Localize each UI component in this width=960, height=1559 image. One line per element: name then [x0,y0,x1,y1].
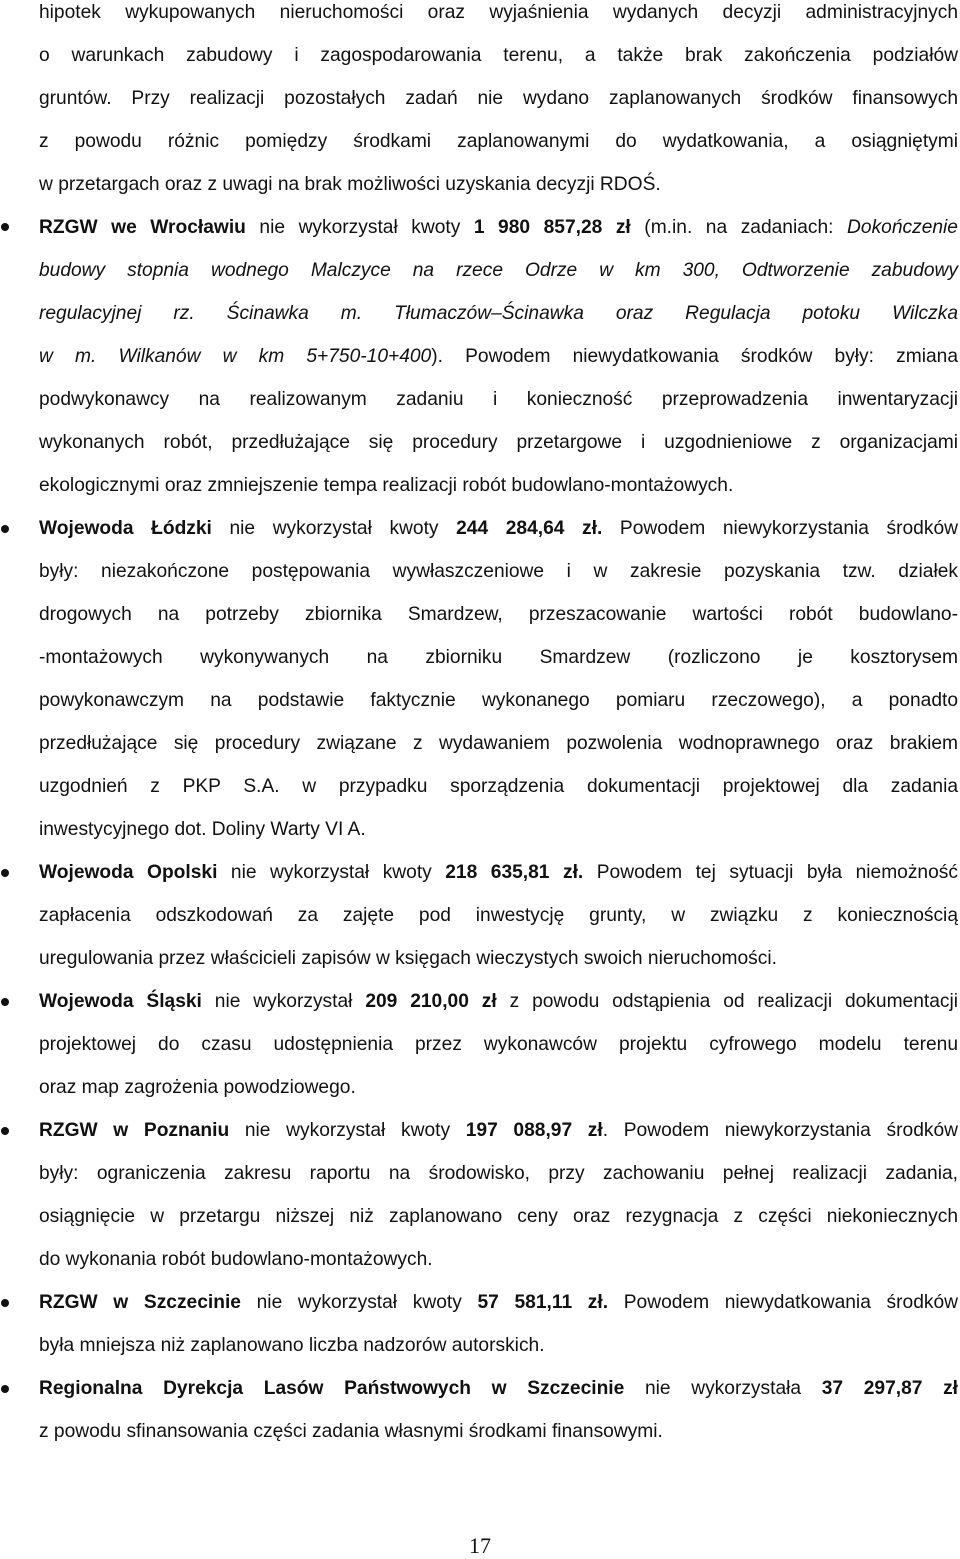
text-line: powykonawczym na podstawie faktycznie wykonanego pomiaru rzeczowego), a ponadto [39,690,958,711]
text-line: hipotek wykupowanych nieruchomości oraz wyjaśnienia wydanych decyzji administracyjnych [39,2,958,23]
text-line: wykonanych robót, przedłużające się procedury przetargowe i uzgodnieniowe z organizacjami [39,432,958,453]
text-line: drogowych na potrzeby zbiornika Smardzew, przeszacowanie wartości robót budowlano- [39,604,958,625]
text-line: inwestycyjnego dot. Doliny Warty VI A. [39,819,366,840]
text: z powodu odstąpienia od realizacji dokumentacji [496,991,959,1012]
text-line [39,301,958,327]
text-line: uregulowania przez właścicieli zapisów w księgach wieczystych swoich nieruchomości. [39,948,777,969]
text-line [39,258,958,284]
text: nie wykorzystała [624,1378,822,1399]
entity-name: RZGW w Poznaniu [39,1120,230,1141]
entity-name: Wojewoda Opolski [39,862,218,883]
text: Powodem tej sytuacji była niemożność [583,862,958,883]
bullet-icon [1,1385,9,1393]
bullet-icon [1,998,9,1006]
text-line: -montażowych wykonywanych na zbiorniku Smardzew (rozliczono je kosztorysem [39,647,958,668]
text: . Powodem niewykorzystania środków [602,1120,958,1141]
text: w m. Wilkanów w km 5+750-10+400 [39,346,432,367]
entity-name: Wojewoda Łódzki [39,518,212,539]
text-line [39,344,958,370]
text-line: uzgodnień z PKP S.A. w przypadku sporządzenia dokumentacji projektowej dla zadania [39,776,958,797]
text-line: o warunkach zabudowy i zagospodarowania terenu, a także brak zakończenia podziałów [39,45,958,66]
text: nie wykorzystał kwoty [217,862,446,883]
text-line: były: niezakończone postępowania wywłaszczeniowe i w zakresie pozyskania tzw. działek [39,561,958,582]
text: regulacyjnej rz. Ścinawka m. Tłumaczów–Ścinawka oraz Regulacja potoku Wilczka [39,303,958,324]
text-line: były: ograniczenia zakresu raportu na środowisko, przy zachowaniu pełnej realizacji zadania, [39,1163,958,1184]
amount: 218 635,81 zł. [445,862,584,883]
bullet-icon [1,869,9,877]
page-number: 17 [469,1533,491,1558]
text: nie wykorzystał [201,991,366,1012]
bullet-icon [1,223,9,231]
bullet-icon [1,1127,9,1135]
text: nie wykorzystał kwoty [229,1120,466,1141]
amount: 244 284,64 zł. [456,518,603,539]
text-line: do wykonania robót budowlano-montażowych. [39,1249,433,1270]
text: nie wykorzystał kwoty [245,217,474,238]
bullet-icon [1,1299,9,1307]
entity-name: RZGW w Szczecinie [39,1292,241,1313]
text-line: gruntów. Przy realizacji pozostałych zadań nie wydano zaplanowanych środków finansowych [39,88,958,109]
text-line: projektowej do czasu udostępnienia przez wykonawców projektu cyfrowego modelu terenu [39,1034,958,1055]
amount: 209 210,00 zł [365,991,497,1012]
entity-name: Wojewoda Śląski [39,991,202,1012]
text: budowy stopnia wodnego Malczyce na rzece Odrze w km 300, Odtworzenie zabudowy [39,260,958,281]
amount: 1 980 857,28 zł [473,217,631,238]
list-item-opole [39,860,958,886]
text-line: podwykonawcy na realizowanym zadaniu i konieczność przeprowadzenia inwentaryzacji [39,389,958,410]
bullet-icon [1,525,9,533]
text: Dokończenie [847,217,958,238]
entity-name: RZGW we Wrocławiu [39,217,246,238]
list-item-lodz [39,516,958,542]
text-line: w przetargach oraz z uwagi na brak możliwości uzyskania decyzji RDOŚ. [39,174,661,195]
entity-name: Regionalna Dyrekcja Lasów Państwowych w Szczecinie [39,1378,625,1399]
text-line: przedłużające się procedury związane z wydawaniem pozwolenia wodnoprawnego oraz brakiem [39,733,958,754]
amount: 57 581,11 zł. [477,1292,609,1313]
text: ). Powodem niewydatkowania środków były: zmiana [431,346,959,367]
text-line: osiągnięcie w przetargu niższej niż zaplanowano ceny oraz rezygnacja z części niekoniecznych [39,1206,958,1227]
amount: 37 297,87 zł [821,1378,958,1399]
text-line: z powodu różnic pomiędzy środkami zaplanowanymi do wydatkowania, a osiągniętymi [39,131,958,152]
list-item-wroclaw [39,215,958,241]
list-item-szczecin [39,1290,958,1316]
list-item-rdlp [39,1376,958,1402]
text: (m.in. na zadaniach: [630,217,848,238]
text-line: ekologicznymi oraz zmniejszenie tempa realizacji robót budowlano-montażowych. [39,475,734,496]
text: Powodem niewykorzystania środków [602,518,958,539]
list-item-slask [39,989,958,1015]
text-line: oraz map zagrożenia powodziowego. [39,1077,356,1098]
text-line: była mniejsza niż zaplanowano liczba nadzorów autorskich. [39,1335,545,1356]
text-line: z powodu sfinansowania części zadania własnymi środkami finansowymi. [39,1421,663,1442]
text: nie wykorzystał kwoty [240,1292,478,1313]
text: Powodem niewydatkowania środków [608,1292,958,1313]
text: nie wykorzystał kwoty [211,518,457,539]
amount: 197 088,97 zł [465,1120,603,1141]
text-line: zapłacenia odszkodowań za zajęte pod inwestycję grunty, w związku z koniecznością [39,905,958,926]
list-item-poznan [39,1118,958,1144]
